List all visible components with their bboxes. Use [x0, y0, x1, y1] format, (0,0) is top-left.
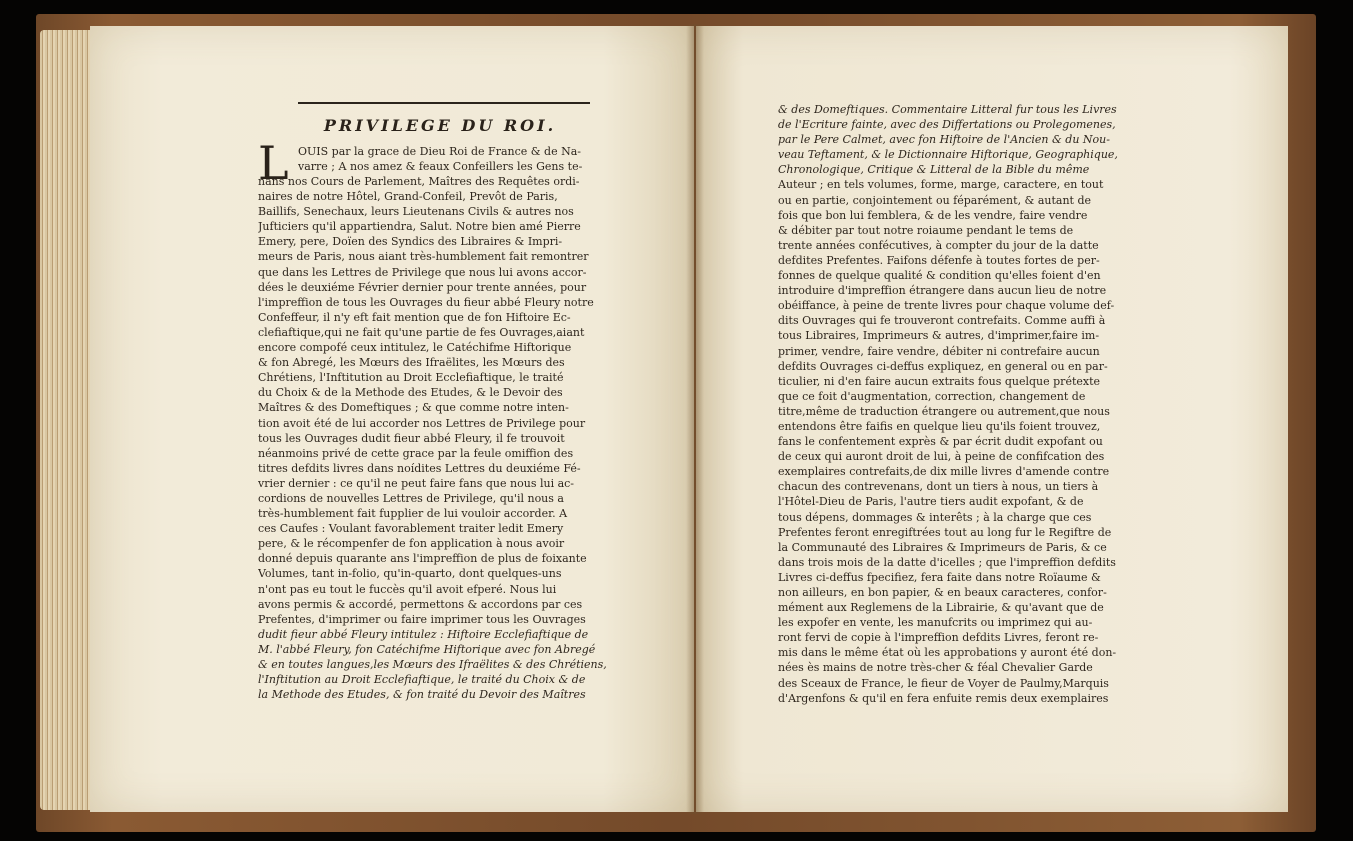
text-line: Prefentes feront enregiftrées tout au long fur le Regiftre de [778, 525, 1112, 539]
text-line: de ceux qui auront droit de lui, à peine de confifcation des [778, 450, 1105, 464]
text-line: la Communauté des Libraires & Imprimeurs de Paris, & ce [778, 540, 1107, 554]
text-line: tous Libraires, Imprimeurs & autres, d'imprimer,faire im- [778, 329, 1100, 343]
text-line: donné depuis quarante ans l'impreffion de plus de foixante [258, 552, 587, 566]
text-line: de l'Ecriture fainte, avec des Differtations ou Prolegomenes, [778, 118, 1116, 132]
text-line: ticulier, ni d'en faire aucun extraits fous quelque prétexte [778, 374, 1101, 388]
text-line: ou en partie, conjointement ou féparément, & autant de [778, 193, 1092, 207]
text-line: l'Hôtel-Dieu de Paris, l'autre tiers audit expofant, & de [778, 495, 1084, 509]
text-line: tous dépens, dommages & interêts ; à la charge que ces [778, 510, 1092, 524]
text-line: que dans les Lettres de Privilege que nous lui avons accor- [258, 265, 587, 279]
text-line: titres defdits livres dans noídites Lettres du deuxiéme Fé- [258, 461, 581, 475]
text-line: meurs de Paris, nous aiant très-humblement fait remontrer [258, 250, 589, 264]
text-line: dées le deuxiéme Février dernier pour trente années, pour [258, 280, 587, 294]
text-line: ces Caufes : Voulant favorablement traiter ledit Emery [258, 522, 564, 536]
text-line: dudit fieur abbé Fleury intitulez : Hiftoire Ecclefiaftique de [258, 627, 589, 641]
text-line: titre,même de traduction étrangere ou autrement,que nous [778, 404, 1110, 418]
text-line: avons permis & accordé, permettons & accordons par ces [258, 597, 583, 611]
text-line: ront fervi de copie à l'impreffion defdits Livres, feront re- [778, 631, 1099, 645]
text-line: les expofer en vente, les manufcrits ou imprimez qui au- [778, 616, 1093, 630]
text-line: Jufticiers qu'il appartiendra, Salut. Notre bien amé Pierre [258, 220, 581, 234]
text-line: defdites Prefentes. Faifons défenfe à toutes fortes de per- [778, 253, 1100, 267]
text-line: cordions de nouvelles Lettres de Privilege, qu'il nous a [258, 491, 564, 505]
text-line: non ailleurs, en bon papier, & en beaux caracteres, confor- [778, 586, 1107, 599]
text-line: obéiffance, à peine de trente livres pour chaque volume def- [778, 299, 1115, 313]
drop-cap: L [258, 136, 289, 190]
text-line: varre ; A nos amez & feaux Confeillers les Gens te- [298, 160, 583, 174]
text-line: d'Argenfons & qu'il en fera enfuite remis deux exemplaires [778, 691, 1109, 705]
book-gutter [686, 24, 704, 814]
text-line: l'Inftitution au Droit Ecclefiaftique, le traité du Choix & de [258, 673, 586, 687]
text-line: Auteur ; en tels volumes, forme, marge, caractere, en tout [778, 178, 1104, 192]
text-line: naires de notre Hôtel, Grand-Confeil, Prevôt de Paris, [258, 190, 558, 204]
text-line: la Methode des Etudes, & fon traité du Devoir des Maîtres [258, 688, 586, 702]
text-line: Prefentes, d'imprimer ou faire imprimer tous les Ouvrages [258, 612, 586, 626]
left-first-lines [298, 144, 618, 174]
text-line: M. l'abbé Fleury, fon Catéchifme Hiftorique avec fon Abregé [258, 642, 596, 656]
text-line: tion avoit été de lui accorder nos Lettres de Privilege pour [258, 416, 586, 430]
text-line: defdits Ouvrages ci-deffus expliquez, en general ou en par- [778, 359, 1108, 373]
privilege-heading: PRIVILEGE DU ROI. [323, 116, 557, 135]
text-line: fonnes de quelque qualité & condition qu'elles foient d'en [778, 269, 1101, 283]
text-line: Maîtres & des Domeftiques ; & que comme notre inten- [258, 401, 569, 415]
text-line: Livres ci-deffus fpecifiez, fera faite dans notre Roïaume & [778, 570, 1101, 584]
text-line: Volumes, tant in-folio, qu'in-quarto, dont quelques-uns [258, 567, 562, 581]
text-line: dits Ouvrages qui fe trouveront contrefaits. Comme auffi à [778, 314, 1106, 328]
text-line: par le Pere Calmet, avec fon Hiftoire de l'Ancien & du Nou- [778, 133, 1110, 147]
text-line: Chrétiens, l'Inftitution au Droit Ecclefiaftique, le traité [258, 371, 564, 385]
text-line: n'ont pas eu tout le fuccès qu'il avoit efperé. Nous lui [258, 582, 557, 596]
text-line: introduire d'impreffion étrangere dans aucun lieu de notre [778, 284, 1107, 298]
text-line: exemplaires contrefaits,de dix mille livres d'amende contre [778, 465, 1110, 479]
text-line: trente années confécutives, à compter du jour de la datte [778, 238, 1099, 252]
text-line: vrier dernier : ce qu'il ne peut faire fans que nous lui ac- [258, 476, 575, 490]
text-line: Baillifs, Senechaux, leurs Lieutenans Civils & autres nos [258, 205, 574, 219]
text-line: & des Domeftiques. Commentaire Litteral fur tous les Livres [778, 103, 1117, 116]
text-line: Confeffeur, il n'y eft fait mention que de fon Hiftoire Ec- [258, 310, 571, 324]
text-line: très-humblement fait fupplier de lui vouloir accorder. A [258, 507, 568, 521]
text-line: mis dans le même état où les approbations y auront été don- [778, 646, 1117, 660]
heading-rule [298, 102, 590, 104]
text-line: mément aux Reglemens de la Librairie, & qu'avant que de [778, 601, 1104, 615]
text-line: dans trois mois de la datte d'icelles ; que l'impreffion defdits [778, 555, 1116, 569]
text-line: du Choix & de la Methode des Etudes, & le Devoir des [258, 386, 563, 400]
text-line: nans nos Cours de Parlement, Maîtres des Requêtes ordi- [258, 175, 580, 188]
text-line: Emery, pere, Doïen des Syndics des Libraires & Impri- [258, 235, 563, 249]
text-line: & débiter par tout notre roiaume pendant le tems de [778, 223, 1074, 237]
text-line: des Sceaux de France, le fieur de Voyer de Paulmy,Marquis [778, 676, 1109, 690]
text-line: pere, & le récompenfer de fon application à nous avoir [258, 537, 565, 551]
text-line: fois que bon lui femblera, & de les vendre, faire vendre [778, 208, 1088, 222]
text-line: néanmoins privé de cette grace par la feule omiffion des [258, 446, 574, 460]
text-line: que ce foit d'augmentation, correction, changement de [778, 389, 1086, 403]
text-line: tous les Ouvrages dudit fieur abbé Fleury, il fe trouvoit [258, 431, 565, 445]
text-line: & en toutes langues,les Mœurs des Ifraëlites & des Chrétiens, [258, 658, 607, 671]
text-line: veau Teftament, & le Dictionnaire Hiftorique, Geographique, [778, 148, 1118, 162]
text-line: entendons être faifis en quelque lieu qu'ils foient trouvez, [778, 419, 1101, 433]
text-line: encore compofé ceux intitulez, le Catéchifme Hiftorique [258, 341, 572, 355]
text-line: clefiaftique,qui ne fait qu'une partie de fes Ouvrages,aiant [258, 325, 585, 339]
left-body-text [258, 174, 618, 702]
text-line: OUIS par la grace de Dieu Roi de France & de Na- [298, 145, 581, 158]
right-body-text [778, 102, 1140, 706]
text-line: chacun des contrevenans, dont un tiers à nous, un tiers à [778, 480, 1099, 494]
text-line: nées ès mains de notre très-cher & féal Chevalier Garde [778, 661, 1093, 675]
text-line: l'impreffion de tous les Ouvrages du fieur abbé Fleury notre [258, 295, 594, 309]
text-line: primer, vendre, faire vendre, débiter ni contrefaire aucun [778, 344, 1100, 358]
text-line: fans le confentement exprès & par écrit dudit expofant ou [778, 435, 1103, 449]
text-line: Chronologique, Critique & Litteral de la Bible du même [778, 163, 1090, 177]
text-line: & fon Abregé, les Mœurs des Ifraëlites, les Mœurs des [258, 356, 565, 370]
